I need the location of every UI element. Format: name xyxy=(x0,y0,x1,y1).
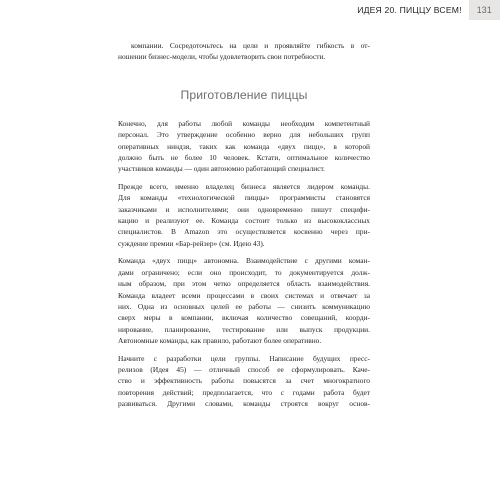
page-number: 131 xyxy=(469,0,500,20)
text-line: ным образом, при этом четко определяется область взаимодействия. xyxy=(118,279,370,289)
paragraph-2 xyxy=(118,181,370,249)
text-line: Конечно, для работы любой команды необходим компетентный xyxy=(118,118,370,128)
text-line: релизов (Идея 45) — отличный способ ее сформулировать. Каче- xyxy=(118,364,370,374)
running-header xyxy=(357,0,500,20)
text-line: Команда «двух пицц» автономна. Взаимодействие с другими коман- xyxy=(118,256,370,266)
text-line: дами ограничено; если оно происходит, то документируется долж- xyxy=(118,267,370,277)
paragraph-1 xyxy=(118,118,370,175)
text-line: персонал. Это утверждение особенно верно для небольших групп xyxy=(118,130,370,140)
page-content xyxy=(118,40,370,410)
text-line: заказчиками и исполнителями; они одновременно пишут специфи- xyxy=(118,204,370,214)
text-line: оперативных ниндзя, таких как команда «двух пицц», в которой xyxy=(118,141,370,151)
chapter-title: ИДЕЯ 20. ПИЦЦУ ВСЕМ! xyxy=(357,5,462,15)
text-line: специалистов. В Amazon это осуществляется косвенно через при- xyxy=(118,227,370,237)
text-line: развиваться. Другими словами, команды строятся вокруг основ- xyxy=(118,399,370,409)
text-line: нирование, планирование, тестирование или выпуск продукции. xyxy=(118,324,370,334)
text-line: компании. Сосредоточьтесь на цели и проявляйте гибкость в от- xyxy=(131,41,370,50)
text-line: повторения действий; предполагается, что с годами работа будет xyxy=(118,387,370,397)
text-line: ношении бизнес-модели, чтобы удовлетворить свои потребности. xyxy=(118,52,326,62)
text-line: суждение премии «Бар-рейзер» (см. Идею 43). xyxy=(118,238,265,248)
text-line: должно быть не более 10 человек. Кстати, оптимальное количество xyxy=(118,153,370,163)
intro-paragraph xyxy=(118,40,370,63)
text-line: кацию и реализуют ее. Команда состоит только из высококлассных xyxy=(118,216,370,226)
text-line: сверх меры в компании, включая количество совещаний, коорди- xyxy=(118,313,370,323)
text-line: ство и эффективность работы повысятся за счет многократного xyxy=(118,376,370,386)
text-line: Команда владеет всеми процессами в своих системах и отвечает за xyxy=(118,290,370,300)
text-line: участников команды — один автономно работающий специалист. xyxy=(118,164,326,174)
section-heading: Приготовление пиццы xyxy=(180,87,308,102)
text-line: Прежде всего, именно владелец бизнеса является лидером команды. xyxy=(118,181,370,191)
text-line: Начните с разработки цели группы. Написание будущих пресс- xyxy=(118,353,370,363)
text-line: Для команды «технологической пиццы» программисты становятся xyxy=(118,193,370,203)
text-line: Автономные команды, как правило, работают более оперативно. xyxy=(118,336,322,346)
paragraph-4 xyxy=(118,353,370,410)
paragraph-3 xyxy=(118,255,370,346)
text-line: них. Одна из основных целей ее работы — снизить коммуникацию xyxy=(118,301,370,311)
